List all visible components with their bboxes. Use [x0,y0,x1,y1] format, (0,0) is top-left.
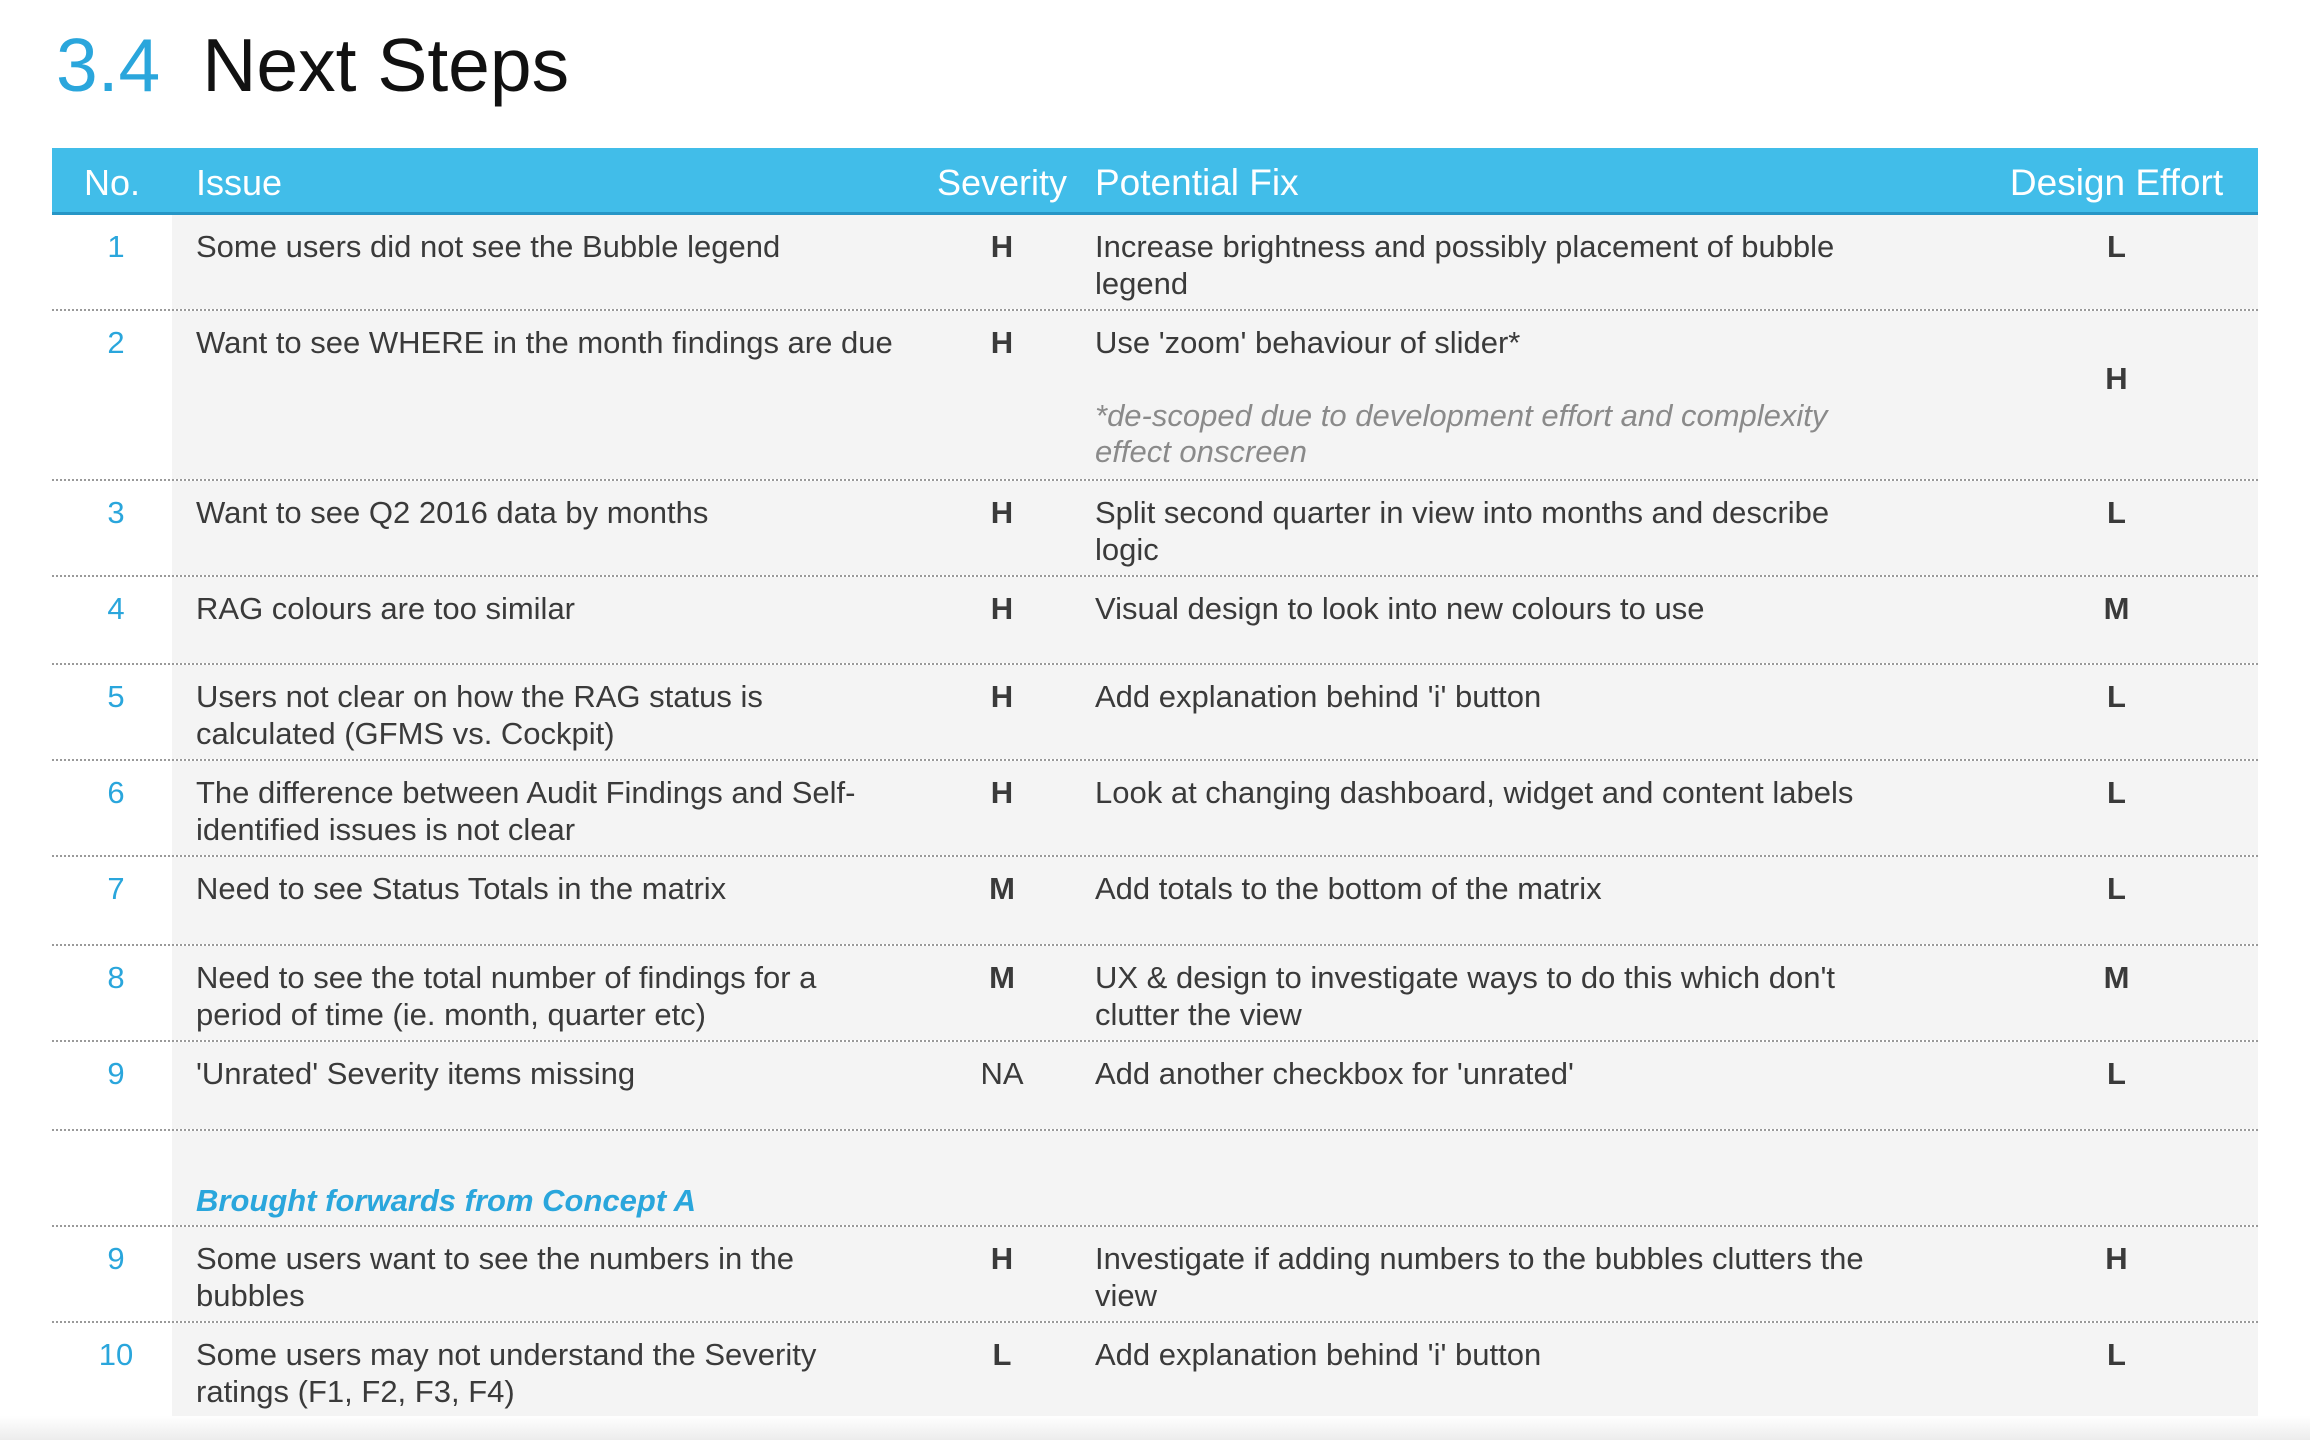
row-potential-fix: Add another checkbox for 'unrated' [1072,1042,1915,1129]
row-potential-fix: UX & design to investigate ways to do this which don't clutter the view [1072,946,1915,1040]
row-number: 7 [52,857,172,944]
row-issue: Need to see Status Totals in the matrix [172,857,932,944]
row-issue: Want to see Q2 2016 data by months [172,481,932,575]
row-severity: NA [932,1042,1072,1129]
row-issue: Some users want to see the numbers in the bubbles [172,1227,932,1321]
row-potential-fix [1072,311,1915,479]
row-severity: M [932,946,1072,1040]
row-number: 6 [52,761,172,855]
header-design-effort: Design Effort [2009,162,2224,203]
header-issue: Issue [196,162,283,203]
row-issue: Users not clear on how the RAG status is calculated (GFMS vs. Cockpit) [172,665,932,759]
row-severity: H [932,761,1072,855]
row-number: 4 [52,577,172,663]
row-severity: H [932,311,1072,479]
row-potential-fix: Visual design to look into new colours to use [1072,577,1915,663]
row-design-effort: L [1915,857,2258,944]
section-spacer [52,1131,172,1225]
row-potential-fix: Look at changing dashboard, widget and content labels [1072,761,1915,855]
section-label: Brought forwards from Concept A [172,1131,2258,1225]
section-number: 3.4 [56,23,161,107]
table-row [52,1323,2258,1421]
row-issue: Want to see WHERE in the month findings are due [172,311,932,479]
row-potential-fix: Add explanation behind 'i' button [1072,665,1915,759]
row-issue: Need to see the total number of findings for a period of time (ie. month, quarter etc) [172,946,932,1040]
row-potential-fix: Add explanation behind 'i' button [1072,1323,1915,1421]
fix-footnote: *de-scoped due to development effort and complexity effect onscreen [1095,397,1828,469]
table-row [52,311,2258,481]
row-severity: L [932,1323,1072,1421]
row-potential-fix: Add totals to the bottom of the matrix [1072,857,1915,944]
row-design-effort: L [1915,665,2258,759]
row-potential-fix: Investigate if adding numbers to the bubbles clutters the view [1072,1227,1915,1321]
row-severity: H [932,577,1072,663]
row-number: 2 [52,311,172,479]
row-number: 5 [52,665,172,759]
table-row [52,761,2258,857]
table-header [52,148,2258,215]
header-potential-fix: Potential Fix [1095,162,1299,203]
page-heading [56,22,569,112]
table-row [52,857,2258,946]
row-issue: Some users may not understand the Severity ratings (F1, F2, F3, F4) [172,1323,932,1421]
row-number: 10 [52,1323,172,1421]
row-issue: Some users did not see the Bubble legend [172,215,932,309]
row-design-effort: L [1915,1323,2258,1421]
row-issue: The difference between Audit Findings and Self-identified issues is not clear [172,761,932,855]
row-design-effort: L [1915,481,2258,575]
row-potential-fix: Increase brightness and possibly placement of bubble legend [1072,215,1915,309]
row-design-effort: L [1915,761,2258,855]
row-design-effort: M [1915,577,2258,663]
page-title: Next Steps [202,23,570,107]
row-severity: H [932,481,1072,575]
row-design-effort: H [1915,1227,2258,1321]
fix-text: Use 'zoom' behaviour of slider* [1095,325,1521,360]
row-severity: H [932,215,1072,309]
row-number: 3 [52,481,172,575]
row-potential-fix: Split second quarter in view into months and describe logic [1072,481,1915,575]
row-number: 8 [52,946,172,1040]
header-severity: Severity [936,162,1068,203]
row-severity: M [932,857,1072,944]
next-steps-table [52,148,2258,1421]
row-number: 9 [52,1042,172,1129]
row-design-effort: M [1915,946,2258,1040]
row-severity: H [932,665,1072,759]
row-number: 9 [52,1227,172,1321]
bottom-edge-shadow [0,1416,2310,1440]
row-issue: 'Unrated' Severity items missing [172,1042,932,1129]
row-design-effort: H [1915,311,2258,479]
table-row [52,1042,2258,1131]
row-design-effort: L [1915,215,2258,309]
row-issue: RAG colours are too similar [172,577,932,663]
table-row [52,665,2258,761]
row-design-effort: L [1915,1042,2258,1129]
table-row [52,577,2258,665]
table-row [52,215,2258,311]
row-severity: H [932,1227,1072,1321]
table-row [52,481,2258,577]
section-row [52,1131,2258,1227]
table-row [52,1227,2258,1323]
header-no: No. [83,162,141,203]
table-row [52,946,2258,1042]
row-number: 1 [52,215,172,309]
